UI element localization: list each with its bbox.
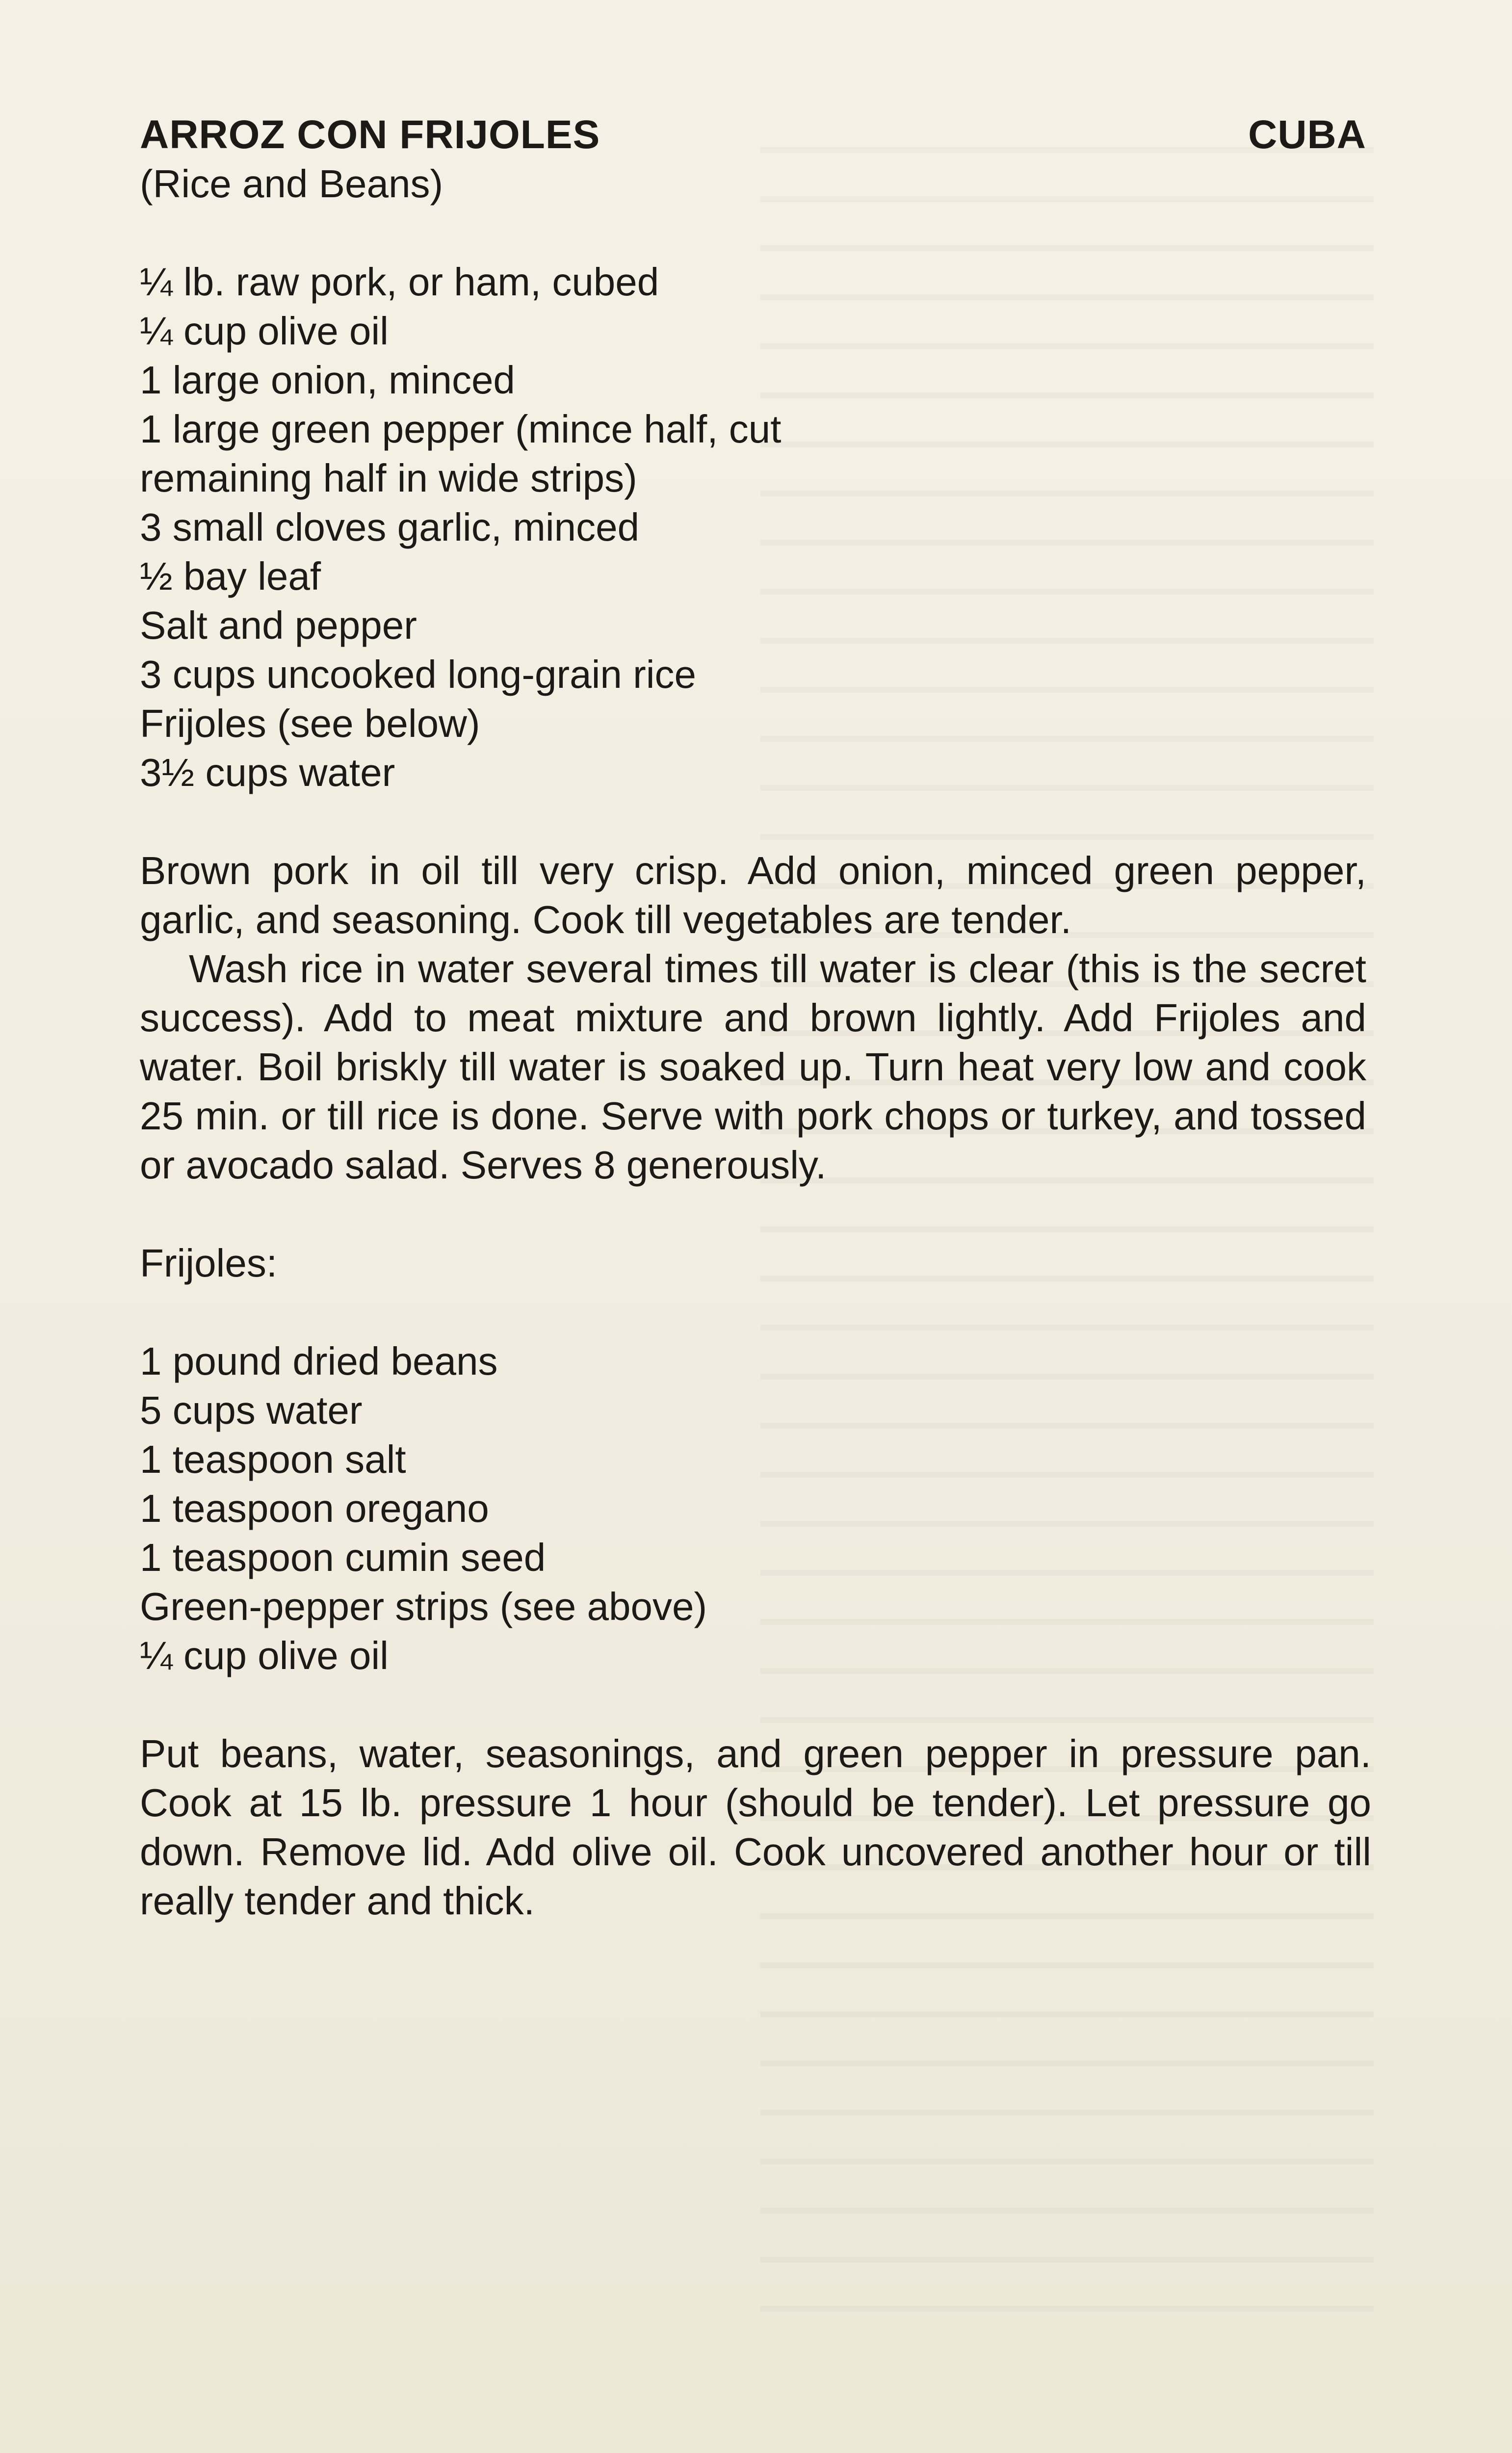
directions-paragraph: Wash rice in water several times till water is clear (this is the secret success). Add to meat mixture and brown lightly. Add Frijoles and water. Boil briskly till water is soaked up. Turn heat very low and cook 25 min. or till rice is done. Serve with pork chops or turkey, and tossed or avocado salad. Serves 8 generously. (140, 947, 1366, 1187)
directions-paragraph: Brown pork in oil till very crisp. Add onion, minced green pepper, garlic, and seasoning. Cook till vegetables are tender. (140, 849, 1366, 941)
recipe-title: ARROZ CON FRIJOLES (140, 112, 600, 157)
ingredient-item: 1 teaspoon oregano (140, 1487, 489, 1530)
ingredient-item: ¼ cup olive oil (140, 1634, 389, 1677)
ingredient-item: ¼ lb. raw pork, or ham, cubed (140, 260, 659, 304)
ingredient-item: remaining half in wide strips) (140, 456, 637, 500)
ingredient-item: 3½ cups water (140, 751, 395, 794)
frijoles-directions: Put beans, water, seasonings, and green pepper in pressure pan. Cook at 15 lb. pressure 1 hour (should be tender). Let pressure go down. Remove lid. Add olive oil. Cook uncovered another hour or till really tender and thick. (140, 1732, 1371, 1923)
recipe-subtitle: (Rice and Beans) (140, 162, 443, 206)
frijoles-heading: Frijoles: (140, 1241, 278, 1285)
ingredient-item: Green-pepper strips (see above) (140, 1585, 707, 1628)
recipe-country: CUBA (1248, 112, 1366, 157)
frijoles-ingredient-list (140, 1337, 1366, 1680)
ingredient-item: 3 cups uncooked long-grain rice (140, 652, 697, 696)
ingredient-item: 1 large green pepper (mince half, cut (140, 407, 782, 451)
ingredient-item: ¼ cup olive oil (140, 309, 389, 353)
ingredient-item: ½ bay leaf (140, 554, 321, 598)
ingredient-list (140, 258, 915, 797)
ingredient-item: 1 pound dried beans (140, 1339, 498, 1383)
ingredient-item: Salt and pepper (140, 603, 417, 647)
title-row (140, 110, 1366, 159)
ingredient-item: 1 teaspoon salt (140, 1437, 406, 1481)
ingredient-item: Frijoles (see below) (140, 702, 480, 745)
ingredient-item: 5 cups water (140, 1388, 363, 1432)
ingredient-item: 1 teaspoon cumin seed (140, 1536, 546, 1579)
ingredient-item: 3 small cloves garlic, minced (140, 505, 640, 549)
recipe-content (140, 110, 1371, 1965)
ingredient-item: 1 large onion, minced (140, 358, 515, 402)
